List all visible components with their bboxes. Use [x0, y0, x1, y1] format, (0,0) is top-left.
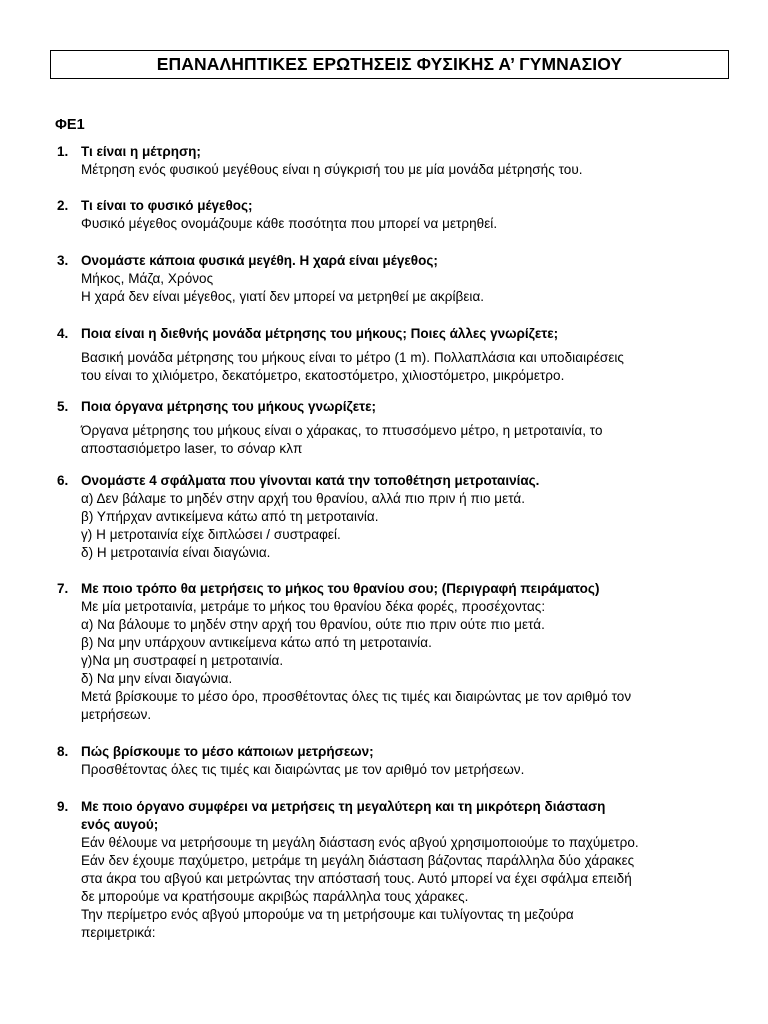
answer-line: β) Να μην υπάρχουν αντικείμενα κάτω από τη μετροταινία.	[81, 635, 432, 650]
answer-line: Μέτρηση ενός φυσικού μεγέθους είναι η σύγκρισή του με μία μονάδα μέτρησής του.	[81, 162, 583, 177]
question-number: 7.	[57, 581, 69, 596]
question-body	[81, 143, 741, 179]
question-body	[81, 252, 741, 306]
question-body	[81, 743, 741, 779]
answer-line: Με μία μετροταινία, μετράμε το μήκος του θρανίου δέκα φορές, προσέχοντας:	[81, 599, 546, 614]
answer-line: Όργανα μέτρησης του μήκους είναι ο χάρακας, το πτυσσόμενο μέτρο, η μετροταινία, το	[81, 423, 603, 438]
answer-line: αποστασιόμετρο laser, το σόναρ κλπ	[81, 441, 303, 456]
answer-line: Προσθέτοντας όλες τις τιμές και διαιρώντας με τον αριθμό τον μετρήσεων.	[81, 762, 525, 777]
answer-line: Εάν θέλουμε να μετρήσουμε τη μεγάλη διάσταση ενός αβγού χρησιμοποιούμε το παχύμετρο.	[81, 835, 639, 850]
question-title: Πώς βρίσκουμε το μέσο κάποιων μετρήσεων;	[81, 744, 374, 759]
question-number: 6.	[57, 473, 69, 488]
question-title: ενός αυγού;	[81, 817, 159, 832]
title-box	[50, 50, 729, 79]
answer-line: Μετά βρίσκουμε το μέσο όρο, προσθέτοντας όλες τις τιμές και διαιρώντας με τον αριθμό τον	[81, 689, 632, 704]
question-number: 2.	[57, 198, 69, 213]
question-title: Με ποιο όργανο συμφέρει να μετρήσεις τη μεγαλύτερη και τη μικρότερη διάσταση	[81, 799, 606, 814]
question-title: Τι είναι το φυσικό μέγεθος;	[81, 198, 253, 213]
answer-line: Φυσικό μέγεθος ονομάζουμε κάθε ποσότητα που μπορεί να μετρηθεί.	[81, 216, 498, 231]
question-number: 3.	[57, 253, 69, 268]
question-body	[81, 398, 741, 458]
question-title: Ονομάστε 4 σφάλματα που γίνονται κατά την τοποθέτηση μετροταινίας.	[81, 473, 540, 488]
answer-line: α) Να βάλουμε το μηδέν στην αρχή του θρανίου, ούτε πιο πριν ούτε πιο μετά.	[81, 617, 545, 632]
question-title: Ονομάστε κάποια φυσικά μεγέθη. Η χαρά είναι μέγεθος;	[81, 253, 438, 268]
answer-line: δε μπορούμε να κρατήσουμε ακριβώς παράλληλα τους χάρακες.	[81, 889, 469, 904]
question-body	[81, 798, 741, 942]
question-title: Με ποιο τρόπο θα μετρήσεις το μήκος του θρανίου σου; (Περιγραφή πειράματος)	[81, 581, 600, 596]
answer-line: α) Δεν βάλαμε το μηδέν στην αρχή του θρανίου, αλλά πιο πριν ή πιο μετά.	[81, 491, 526, 506]
question-title: Τι είναι η μέτρηση;	[81, 144, 201, 159]
answer-line: Βασική μονάδα μέτρησης του μήκους είναι το μέτρο (1 m). Πολλαπλάσια και υποδιαιρέσεις	[81, 350, 624, 365]
answer-line: μετρήσεων.	[81, 707, 152, 722]
answer-line: Την περίμετρο ενός αβγού μπορούμε να τη μετρήσουμε και τυλίγοντας τη μεζούρα	[81, 907, 574, 922]
answer-line: Μήκος, Μάζα, Χρόνος	[81, 271, 214, 286]
section-label: ΦΕ1	[55, 117, 85, 133]
answer-line: β) Υπήρχαν αντικείμενα κάτω από τη μετροταινία.	[81, 509, 379, 524]
question-number: 5.	[57, 399, 69, 414]
question-body	[81, 580, 741, 724]
answer-line: στα άκρα του αβγού και μετρώντας την απόστασή τους. Αυτό μπορεί να έχει σφάλμα επειδή	[81, 871, 632, 886]
question-body	[81, 197, 741, 233]
answer-line: γ) Η μετροταινία είχε διπλώσει / συστραφεί.	[81, 527, 341, 542]
question-number: 8.	[57, 744, 69, 759]
question-number: 9.	[57, 799, 69, 814]
question-number: 4.	[57, 326, 69, 341]
answer-line: δ) Να μην είναι διαγώνια.	[81, 671, 233, 686]
question-body	[81, 472, 741, 562]
question-number: 1.	[57, 144, 69, 159]
question-title: Ποια όργανα μέτρησης του μήκους γνωρίζετε;	[81, 399, 377, 414]
question-title: Ποια είναι η διεθνής μονάδα μέτρησης του μήκους; Ποιες άλλες γνωρίζετε;	[81, 326, 559, 341]
document-title: ΕΠΑΝΑΛΗΠΤΙΚΕΣ ΕΡΩΤΗΣΕΙΣ ΦΥΣΙΚΗΣ Α’ ΓΥΜΝΑΣΙΟΥ	[156, 54, 623, 74]
answer-line: Εάν δεν έχουμε παχύμετρο, μετράμε τη μεγάλη διάσταση βάζοντας παράλληλα δύο χάρακες	[81, 853, 635, 868]
question-body	[81, 325, 741, 385]
answer-line: γ)Να μη συστραφεί η μετροταινία.	[81, 653, 284, 668]
answer-line: του είναι το χιλιόμετρο, δεκατόμετρο, εκατοστόμετρο, χιλιοστόμετρο, μικρόμετρο.	[81, 368, 565, 383]
answer-line: περιμετρικά:	[81, 925, 156, 940]
answer-line: δ) Η μετροταινία είναι διαγώνια.	[81, 545, 271, 560]
answer-line: Η χαρά δεν είναι μέγεθος, γιατί δεν μπορεί να μετρηθεί με ακρίβεια.	[81, 289, 485, 304]
